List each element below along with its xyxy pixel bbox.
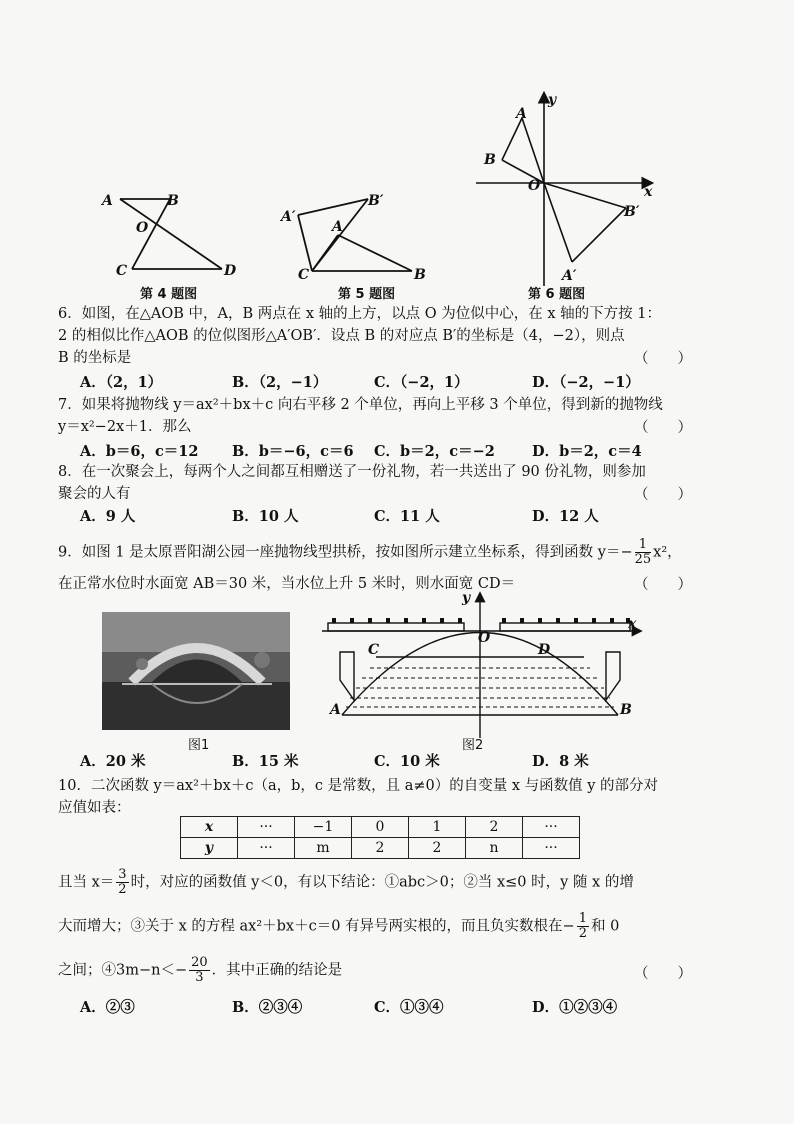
fig2-label-y: y (462, 590, 471, 606)
q10-line5-a: 之间；④3m−n＜− (58, 962, 188, 979)
table-cell: ··· (523, 838, 580, 859)
fig5-label-C: C (298, 267, 310, 283)
table-cell: 0 (352, 817, 409, 838)
table-cell: y (181, 838, 238, 859)
figure-4 (100, 185, 260, 285)
bridge-photo (102, 612, 290, 730)
figure-6 (466, 88, 666, 288)
q8-option-a: A．9 人 (80, 508, 136, 525)
q8-line1: 8．在一次聚会上，每两个人之间都互相赠送了一份礼物，若一共送出了 90 份礼物，则参加 (58, 464, 646, 480)
frac-num: 1 (578, 911, 587, 926)
q10-line2: 应值如表： (58, 800, 131, 816)
frac-den: 2 (578, 926, 587, 941)
q10-line4-fraction (577, 912, 589, 941)
q8-option-c: C．11 人 (374, 508, 440, 525)
q7-option-d: D．b＝2，c＝4 (532, 443, 642, 460)
fig4-label-D: D (224, 263, 237, 279)
value-table (180, 816, 580, 859)
q6-option-a: A．（2，1） (80, 374, 163, 391)
fig2-label-A: A (330, 702, 341, 718)
q6-option-d: D．（−2，−1） (532, 374, 640, 391)
table-cell: 2 (352, 838, 409, 859)
fig2-label-x: x (628, 616, 637, 632)
fig1-label: 图1 (188, 738, 210, 753)
q10-line3-b: 时，对应的函数值 y＜0，有以下结论：①abc＞0；②当 x≤0 时，y 随 x 的增 (130, 874, 634, 891)
q9-frac-num: 1 (635, 538, 652, 553)
q10-line4 (58, 912, 619, 941)
frac-num: 20 (191, 955, 208, 970)
fig2-label-O: O (478, 630, 491, 646)
q8-line2: 聚会的人有 (58, 486, 131, 502)
table-cell: 2 (409, 838, 466, 859)
table-cell: ··· (238, 817, 295, 838)
table-row (181, 838, 580, 859)
q9-line1-end: x²， (653, 544, 682, 561)
fig6-label-B1: B′ (624, 204, 640, 220)
q9-option-c: C．10 米 (374, 753, 440, 770)
q7-option-b: B．b＝−6，c＝6 (232, 443, 354, 460)
table-cell: ··· (238, 838, 295, 859)
fig4-label-B: B (167, 193, 179, 209)
fig2-label-B: B (620, 702, 632, 718)
q6-option-b: B．（2，−1） (232, 374, 328, 391)
fig6-label-x: x (644, 184, 653, 200)
q10-line1: 10．二次函数 y＝ax²＋bx＋c（a，b，c 是常数，且 a≠0）的自变量 x 与函数值 y 的部分对 (58, 778, 659, 794)
q9-line1 (58, 538, 682, 567)
fig6-label-A1: A′ (562, 268, 577, 284)
q9-option-d: D．8 米 (532, 753, 589, 770)
q9-option-b: B．15 米 (232, 753, 299, 770)
table-cell: −1 (295, 817, 352, 838)
q6-option-c: C．（−2，1） (374, 374, 469, 391)
table-cell: 1 (409, 817, 466, 838)
q10-option-d: D．①②③④ (532, 999, 618, 1016)
fig4-label-A: A (102, 193, 113, 209)
arch-bridge-diagram (322, 590, 642, 740)
table-cell: ··· (523, 817, 580, 838)
fig5-caption: 第 5 题图 (338, 287, 396, 302)
fig4-label-C: C (116, 263, 128, 279)
figure-5 (280, 185, 440, 285)
q7-option-a: A．b＝6，c＝12 (80, 443, 199, 460)
fig2-label-C: C (368, 642, 380, 658)
q10-line3 (58, 868, 634, 897)
q8-option-d: D．12 人 (532, 508, 599, 525)
table-row (181, 817, 580, 838)
fig6-label-y: y (548, 92, 557, 108)
q9-frac-den: 25 (634, 552, 652, 567)
q6-line3: B 的坐标是 (58, 350, 132, 366)
q7-line2: y＝x²−2x＋1．那么 (58, 419, 192, 435)
table-cell: x (181, 817, 238, 838)
table-cell: 2 (466, 817, 523, 838)
q10-option-b: B．②③④ (232, 999, 303, 1016)
fig2-label: 图2 (462, 738, 484, 753)
q7-line1: 7．如果将抛物线 y＝ax²＋bx＋c 向右平移 2 个单位，再向上平移 3 个单位，得到新的抛物线 (58, 397, 663, 413)
q7-option-c: C．b＝2，c＝−2 (374, 443, 495, 460)
table-cell: m (295, 838, 352, 859)
table-cell: n (466, 838, 523, 859)
fig4-label-O: O (136, 220, 149, 236)
fig6-label-O: O (528, 178, 541, 194)
q10-line5-fraction (189, 956, 210, 985)
q7-answer-paren: （ ） (634, 420, 692, 436)
fig6-label-B: B (484, 152, 496, 168)
q10-line5-b: ．其中正确的结论是 (211, 962, 343, 979)
frac-den: 2 (118, 882, 127, 897)
q10-line4-b: 和 0 (590, 918, 620, 935)
q9-option-a: A．20 米 (80, 753, 146, 770)
q8-option-b: B．10 人 (232, 508, 299, 525)
fig4-caption: 第 4 题图 (140, 287, 198, 302)
q10-answer-paren: （ ） (634, 966, 692, 982)
q10-line3-fraction (116, 868, 128, 897)
q9-line1-text: 9．如图 1 是太原晋阳湖公园一座抛物线型拱桥，按如图所示建立坐标系，得到函数 y＝− (58, 544, 633, 561)
frac-num: 3 (118, 867, 127, 882)
fig2-label-D: D (538, 642, 551, 658)
fig5-label-B: B (414, 267, 426, 283)
fig5-label-A: A (332, 219, 343, 235)
q10-line3-a: 且当 x＝ (58, 874, 115, 891)
q10-option-c: C．①③④ (374, 999, 444, 1016)
fig5-label-B1: B′ (368, 193, 384, 209)
q10-line4-a: 大而增大；③关于 x 的方程 ax²＋bx＋c＝0 有异号两实根的，而且负实数根在− (58, 918, 575, 935)
fig6-caption: 第 6 题图 (528, 287, 586, 302)
q6-line1: 6．如图，在△AOB 中，A，B 两点在 x 轴的上方，以点 O 为位似中心，在 x 轴的下方按 1： (58, 306, 661, 322)
q6-line2: 2 的相似比作△AOB 的位似图形△A′OB′．设点 B 的对应点 B′的坐标是（4，−2），则点 (58, 328, 625, 344)
q10-line5 (58, 956, 342, 985)
q6-answer-paren: （ ） (634, 351, 692, 367)
q9-answer-paren: （ ） (634, 577, 692, 593)
q9-line2: 在正常水位时水面宽 AB＝30 米，当水位上升 5 米时，则水面宽 CD＝ (58, 576, 516, 592)
fig6-label-A: A (516, 106, 527, 122)
q10-option-a: A．②③ (80, 999, 135, 1016)
q9-fraction (635, 538, 652, 567)
frac-den: 3 (195, 970, 204, 985)
fig5-label-A1: A′ (281, 209, 296, 225)
q8-answer-paren: （ ） (634, 487, 692, 503)
